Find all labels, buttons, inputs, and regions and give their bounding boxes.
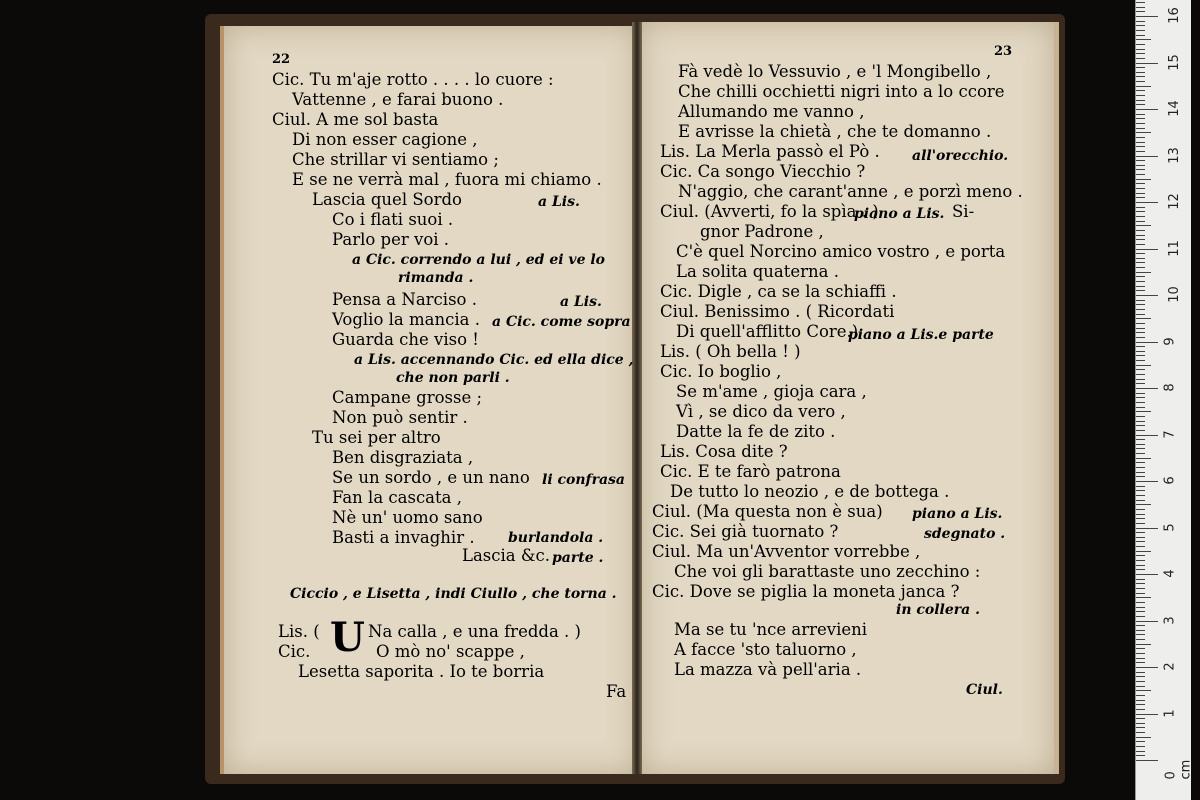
text-line: Vì , se dico da vero , [676, 402, 846, 421]
ruler-tick [1136, 430, 1145, 431]
text-line: Pensa a Narciso . [332, 290, 477, 309]
ruler-tick [1136, 63, 1158, 64]
ruler-tick [1136, 574, 1158, 575]
ruler-tick [1136, 118, 1145, 119]
ruler-tick [1136, 435, 1158, 436]
stage-direction: piano a Lis. [854, 206, 945, 222]
stage-direction: burlandola . [508, 530, 604, 546]
ruler-tick [1136, 751, 1145, 752]
text-line: Lesetta saporita . Io te borria [298, 662, 545, 681]
ruler-tick [1136, 379, 1145, 380]
ruler-tick [1136, 569, 1145, 570]
ruler-tick [1136, 439, 1145, 440]
ruler-label: 8 [1162, 383, 1178, 392]
text-line: Cic. Ca songo Viecchio ? [660, 162, 866, 181]
stage-direction: piano a Lis.e parte [848, 327, 994, 343]
ruler-tick [1136, 100, 1145, 101]
ruler-tick [1136, 21, 1145, 22]
ruler-tick [1136, 453, 1145, 454]
ruler-tick [1136, 230, 1145, 231]
ruler-tick [1136, 49, 1145, 50]
text-line: Cic. Io boglio , [660, 362, 782, 381]
ruler-tick [1136, 374, 1145, 375]
ruler-tick [1136, 244, 1145, 245]
ruler-tick [1136, 551, 1151, 552]
ruler-tick [1136, 667, 1158, 668]
ruler-tick [1136, 472, 1145, 473]
text-line: A facce 'sto taluorno , [674, 640, 857, 659]
ruler-tick [1136, 132, 1151, 133]
ruler-tick [1136, 323, 1145, 324]
ruler-tick [1136, 160, 1145, 161]
ruler-tick [1136, 235, 1145, 236]
text-line: Cic. Digle , ca se la schiaffi . [660, 282, 897, 301]
ruler-tick [1136, 611, 1145, 612]
ruler-label: 13 [1166, 146, 1182, 164]
ruler-tick [1136, 500, 1145, 501]
ruler-tick [1136, 593, 1145, 594]
text-line: Ciul. (Ma questa non è sua) [652, 502, 883, 521]
ruler-tick [1136, 662, 1145, 663]
ruler-tick [1136, 588, 1145, 589]
stage-direction: a Cic. come sopra [492, 314, 631, 330]
text-line: Co i flati suoi . [332, 210, 454, 229]
ruler-tick [1136, 342, 1158, 343]
ruler-tick [1136, 365, 1151, 366]
ruler-tick [1136, 560, 1145, 561]
ruler-tick [1136, 156, 1158, 157]
text-line: Fà vedè lo Vessuvio , e 'l Mongibello , [678, 62, 992, 81]
ruler-tick [1136, 58, 1145, 59]
stage-direction: rimanda . [398, 270, 474, 286]
ruler-tick [1136, 425, 1145, 426]
ruler-tick [1136, 211, 1145, 212]
ruler-tick [1136, 304, 1145, 305]
ruler-tick [1136, 602, 1145, 603]
ruler-tick [1136, 458, 1151, 459]
ruler-tick [1136, 109, 1158, 110]
ruler-tick [1136, 314, 1145, 315]
ruler-tick [1136, 700, 1145, 701]
ruler-label: 9 [1162, 336, 1178, 346]
ruler-tick [1136, 444, 1145, 445]
ruler-tick [1136, 351, 1145, 352]
ruler-tick [1136, 448, 1145, 449]
ruler-tick [1136, 583, 1145, 584]
ruler-tick [1136, 504, 1151, 505]
ruler-tick [1136, 221, 1145, 222]
ruler-tick [1136, 416, 1145, 417]
ruler-tick [1136, 174, 1145, 175]
ruler-tick [1136, 249, 1158, 250]
ruler-tick [1136, 411, 1151, 412]
ruler-tick [1136, 704, 1145, 705]
ruler-tick [1136, 114, 1145, 115]
ruler-label: 12 [1166, 193, 1182, 210]
ruler-tick [1136, 579, 1145, 580]
text-line: Se un sordo , e un nano [332, 468, 530, 487]
ruler-tick [1136, 272, 1151, 273]
ruler-tick [1136, 286, 1145, 287]
ruler-tick [1136, 718, 1145, 719]
text-line: Allumando me vanno , [678, 102, 865, 121]
ruler-tick [1136, 737, 1151, 738]
stage-direction: che non parli . [396, 370, 510, 386]
ruler-tick [1136, 86, 1151, 87]
ruler-tick [1136, 653, 1145, 654]
ruler-tick [1136, 332, 1145, 333]
ruler-tick [1136, 546, 1145, 547]
ruler-tick [1136, 253, 1145, 254]
ruler-tick [1136, 727, 1145, 728]
ruler-tick [1136, 490, 1145, 491]
ruler-tick [1136, 276, 1145, 277]
ruler-tick [1136, 686, 1145, 687]
ruler-tick [1136, 741, 1145, 742]
text-line: Lascia &c. [462, 546, 551, 565]
ruler-tick [1136, 300, 1145, 301]
text-line: C'è quel Norcino amico vostro , e porta [676, 242, 1006, 261]
stage-direction: a Lis. [560, 294, 602, 310]
ruler-tick [1136, 137, 1145, 138]
ruler-label: 2 [1162, 662, 1178, 671]
stage-direction: a Cic. correndo a lui , ed ei ve lo [352, 252, 606, 268]
ruler-tick [1136, 90, 1145, 91]
ruler-tick [1136, 53, 1145, 54]
stage-direction: parte . [552, 550, 604, 566]
text-line: Lascia quel Sordo [312, 190, 462, 209]
ruler-tick [1136, 169, 1145, 170]
ruler-tick [1136, 648, 1145, 649]
ruler-tick [1136, 7, 1145, 8]
text-line: Parlo per voi . [332, 230, 450, 249]
ruler-tick [1136, 644, 1151, 645]
ruler-tick [1136, 393, 1145, 394]
ruler-label: 4 [1162, 569, 1178, 578]
ruler-tick [1136, 258, 1145, 259]
ruler-tick [1136, 388, 1158, 389]
ruler-tick [1136, 318, 1151, 319]
ruler-tick [1136, 555, 1145, 556]
ruler-tick [1136, 11, 1145, 12]
ruler-tick [1136, 528, 1158, 529]
text-line: Basti a invaghir . [332, 528, 475, 547]
text-line: Lis. Cosa dite ? [660, 442, 788, 461]
ruler-tick [1136, 541, 1145, 542]
stage-direction: a Lis. accennando Cic. ed ella dice , [354, 352, 634, 368]
ruler-tick [1136, 676, 1145, 677]
ruler-tick [1136, 188, 1145, 189]
ruler-tick [1136, 672, 1145, 673]
ruler-tick [1136, 695, 1145, 696]
text-line: Na calla , e una fredda . ) [368, 622, 581, 641]
text-line: De tutto lo neozio , e de bottega . [670, 482, 950, 501]
ruler-tick [1136, 607, 1145, 608]
ruler-tick [1136, 630, 1145, 631]
text-line: Di non esser cagione , [292, 130, 478, 149]
ruler-tick [1136, 25, 1145, 26]
text-line: Che voi gli barattaste uno zecchino : [674, 562, 981, 581]
text-line: Cic. E te farò patrona [660, 462, 841, 481]
ruler-tick [1136, 207, 1145, 208]
text-line: Cic. Sei già tuornato ? [652, 522, 839, 541]
ruler-tick [1136, 360, 1145, 361]
ruler-tick [1136, 518, 1145, 519]
text-line: Cic. Dove se piglia la moneta janca ? [652, 582, 960, 601]
ruler-tick [1136, 281, 1145, 282]
ruler-tick [1136, 476, 1145, 477]
ruler-label: 6 [1162, 476, 1178, 485]
ruler-label: 1 [1162, 708, 1178, 718]
ruler-tick [1136, 486, 1145, 487]
ruler-tick [1136, 95, 1145, 96]
ruler-tick [1136, 262, 1145, 263]
ruler-tick [1136, 709, 1145, 710]
ruler-tick [1136, 621, 1158, 622]
text-line: Guarda che viso ! [332, 330, 479, 349]
text-line: Lis. La Merla passò el Pò . [660, 142, 880, 161]
ruler-tick [1136, 35, 1145, 36]
text-line: Datte la fe de zito . [676, 422, 836, 441]
ruler-tick [1136, 295, 1158, 296]
text-line: Ciul. Benissimo . ( Ricordati [660, 302, 895, 321]
ruler-tick [1136, 104, 1145, 105]
ruler-tick [1136, 658, 1145, 659]
ruler-tick [1136, 123, 1145, 124]
ruler-tick [1136, 597, 1151, 598]
ruler-tick [1136, 714, 1158, 715]
text-line: Se m'ame , gioja cara , [676, 382, 867, 401]
ruler-tick [1136, 732, 1145, 733]
ruler-tick [1136, 397, 1145, 398]
text-line: Si- [952, 202, 975, 221]
ruler-tick [1136, 625, 1145, 626]
ruler-tick [1136, 239, 1145, 240]
ruler-tick [1136, 290, 1145, 291]
stage-direction: a Lis. [538, 194, 580, 210]
ruler-tick [1136, 2, 1145, 3]
ruler-tick [1136, 183, 1145, 184]
ruler-tick [1136, 142, 1145, 143]
measurement-ruler [1135, 0, 1194, 800]
ruler-tick [1136, 72, 1145, 73]
ruler-tick [1136, 509, 1145, 510]
text-line: Ciul. Ma un'Avventor vorrebbe , [652, 542, 921, 561]
ruler-tick [1136, 634, 1145, 635]
ruler-tick [1136, 309, 1145, 310]
ruler-tick [1136, 267, 1145, 268]
page-number-left: 22 [272, 52, 291, 67]
ruler-tick [1136, 514, 1145, 515]
ruler-tick [1136, 532, 1145, 533]
ruler-label: 11 [1166, 239, 1182, 257]
stage-direction: in collera . [896, 602, 980, 618]
stage-direction: Ciul. [966, 682, 1003, 698]
text-line: E se ne verrà mal , fuora mi chiamo . [292, 170, 602, 189]
text-line: La mazza và pell'aria . [674, 660, 862, 679]
text-line: Lis. ( Oh bella ! ) [660, 342, 801, 361]
ruler-tick [1136, 193, 1145, 194]
stage-direction: li confrasa [542, 472, 625, 488]
text-line: Fa [606, 682, 627, 701]
ruler-tick [1136, 495, 1145, 496]
ruler-tick [1136, 565, 1145, 566]
ruler-label: 10 [1166, 286, 1182, 303]
ruler-label: 14 [1166, 100, 1182, 117]
ruler-tick [1136, 537, 1145, 538]
stage-direction: Ciccio , e Lisetta , indi Ciullo , che torna . [290, 586, 617, 602]
ruler-tick [1136, 202, 1158, 203]
ruler-tick [1136, 16, 1158, 17]
ruler-tick [1136, 44, 1145, 45]
ruler-tick [1136, 755, 1145, 756]
ruler-label: 7 [1162, 429, 1178, 439]
text-line: Lis. ( [278, 622, 320, 641]
ruler-tick [1136, 76, 1145, 77]
text-line: gnor Padrone , [700, 222, 824, 241]
ruler-label: 0 cm [1163, 759, 1194, 780]
text-line: La solita quaterna . [676, 262, 839, 281]
ruler-tick [1136, 462, 1145, 463]
text-line: E avrisse la chietà , che te domanno . [678, 122, 992, 141]
text-line: Ben disgraziata , [332, 448, 474, 467]
text-line: Ciul. A me sol basta [272, 110, 439, 129]
ruler-tick [1136, 690, 1151, 691]
ruler-tick [1136, 355, 1145, 356]
ruler-label: 5 [1162, 522, 1178, 532]
text-line: Che strillar vi sentiamo ; [292, 150, 499, 169]
ruler-label: 16 [1166, 7, 1182, 24]
text-line: Nè un' uomo sano [332, 508, 483, 527]
ruler-tick [1136, 337, 1145, 338]
ruler-tick [1136, 421, 1145, 422]
ruler-tick [1136, 402, 1145, 403]
text-line: Ciul. (Avverti, fo la spìa . ) [660, 202, 879, 221]
ruler-tick [1136, 328, 1145, 329]
ruler-tick [1136, 723, 1145, 724]
ruler-label: 15 [1166, 53, 1182, 71]
text-line: O mò no' scappe , [376, 642, 525, 661]
ruler-tick [1136, 81, 1145, 82]
ruler-tick [1136, 467, 1145, 468]
ruler-tick [1136, 383, 1145, 384]
ruler-tick [1136, 179, 1151, 180]
ruler-tick [1136, 128, 1145, 129]
ruler-tick [1136, 746, 1145, 747]
book-gutter [632, 22, 642, 774]
ruler-tick [1136, 216, 1145, 217]
ruler-tick [1136, 165, 1145, 166]
ruler-tick [1136, 146, 1145, 147]
text-line: Che chilli occhietti nigri into a lo ccore [678, 82, 1005, 101]
ruler-tick [1136, 369, 1145, 370]
ruler-tick [1136, 30, 1145, 31]
ruler-tick [1136, 197, 1145, 198]
text-line: Di quell'afflitto Core.) [676, 322, 859, 341]
drop-capital: U [330, 614, 365, 661]
stage-direction: piano a Lis. [912, 506, 1003, 522]
text-line: Cic. Tu m'aje rotto . . . . lo cuore : [272, 70, 554, 89]
ruler-tick [1136, 760, 1158, 761]
ruler-tick [1136, 481, 1158, 482]
ruler-tick [1136, 67, 1145, 68]
text-line: Non può sentir . [332, 408, 468, 427]
text-line: N'aggio, che carant'anne , e porzì meno . [678, 182, 1023, 201]
ruler-tick [1136, 616, 1145, 617]
ruler-tick [1136, 407, 1145, 408]
ruler-tick [1136, 151, 1145, 152]
text-line: Tu sei per altro [312, 428, 441, 447]
stage-direction: all'orecchio. [912, 148, 1009, 164]
stage-direction: sdegnato . [924, 526, 1006, 542]
ruler-tick [1136, 225, 1151, 226]
ruler-tick [1136, 681, 1145, 682]
text-line: Ma se tu 'nce arrevieni [674, 620, 868, 639]
text-line: Cic. [278, 642, 311, 661]
page-number-right: 23 [994, 44, 1013, 59]
ruler-tick [1136, 39, 1151, 40]
ruler-tick [1136, 346, 1145, 347]
ruler-label: 3 [1162, 615, 1178, 625]
text-line: Voglio la mancia . [332, 310, 480, 329]
text-line: Fan la cascata , [332, 488, 462, 507]
text-line: Vattenne , e farai buono . [292, 90, 504, 109]
ruler-tick [1136, 639, 1145, 640]
text-line: Campane grosse ; [332, 388, 483, 407]
ruler-tick [1136, 523, 1145, 524]
